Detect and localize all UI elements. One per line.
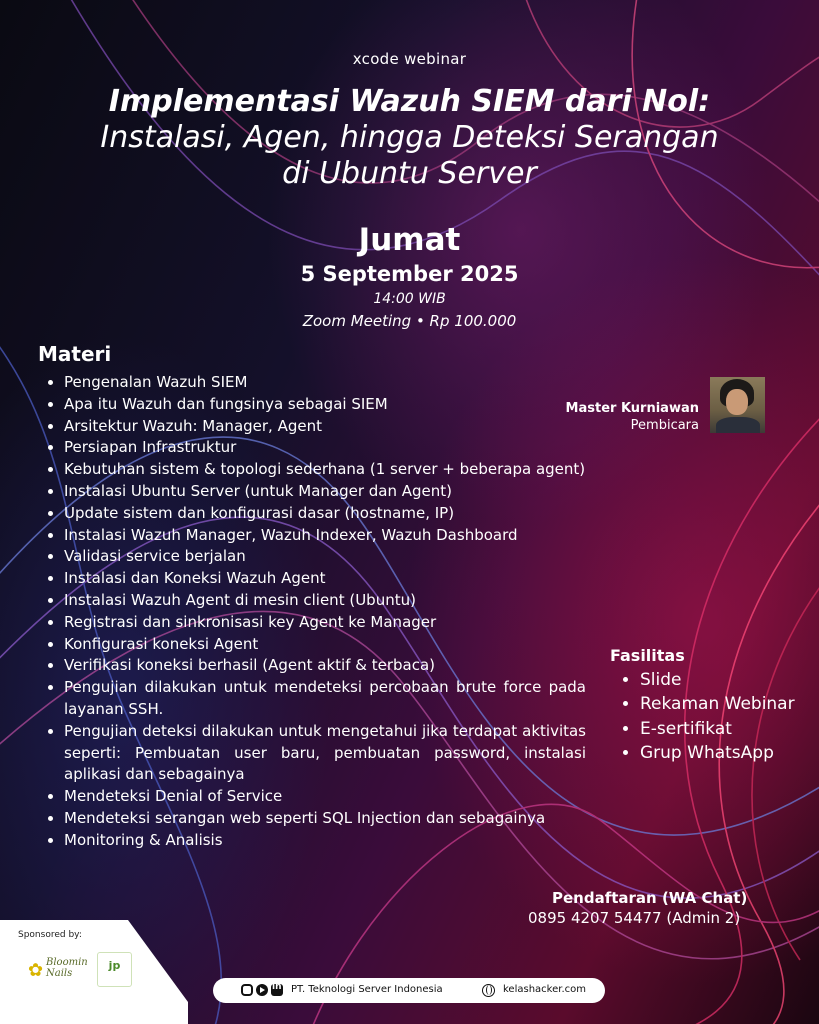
- sponsor-label: Sponsored by:: [18, 930, 82, 940]
- bloomin-nails-logo: [24, 952, 88, 986]
- materi-list: [46, 372, 586, 852]
- instagram-icon[interactable]: [241, 984, 253, 996]
- speaker-info: [566, 400, 699, 434]
- footer-bar: [213, 978, 605, 1003]
- flower-icon: ✿: [28, 960, 44, 981]
- youtube-icon[interactable]: [256, 984, 268, 996]
- list-item: • Update sistem dan konfigurasi dasar (hostname, IP): [64, 503, 586, 525]
- avatar-shirt: [716, 417, 760, 433]
- event-day: Jumat: [358, 222, 461, 258]
- speaker-name: Master Kurniawan: [565, 401, 699, 416]
- jp-logo-mark: jp: [108, 959, 121, 972]
- fasilitas-list: [622, 668, 810, 765]
- list-item: • Pengujian deteksi dilakukan untuk mengetahui jika terdapat aktivitas seperti: Pembuatan user baru, pembuatan password, instalasi aplikasi dan sebagainya: [64, 721, 586, 786]
- title-line-1: Implementasi Wazuh SIEM dari Nol:: [108, 84, 711, 119]
- list-item: • Instalasi Wazuh Agent di mesin client (Ubuntu): [64, 590, 586, 612]
- registration-heading: Pendaftaran (WA Chat): [552, 889, 748, 907]
- jp-sponsor-logo: [97, 952, 132, 987]
- list-item: • Pengujian dilakukan untuk mendeteksi percobaan brute force pada layanan SSH.: [64, 677, 586, 721]
- list-item: • Pengenalan Wazuh SIEM: [64, 372, 586, 394]
- list-item: • Apa itu Wazuh dan fungsinya sebagai SIEM: [64, 394, 586, 416]
- list-item: • Mendeteksi Denial of Service: [64, 786, 586, 808]
- title-line-3: di Ubuntu Server: [282, 156, 537, 191]
- registration-phone: 0895 4207 54477 (Admin 2): [528, 909, 741, 927]
- list-item: • Slide: [640, 668, 810, 692]
- event-time: 14:00 WIB: [373, 291, 446, 307]
- list-item: • Instalasi dan Koneksi Wazuh Agent: [64, 568, 586, 590]
- list-item: • Rekaman Webinar: [640, 692, 810, 716]
- list-item: • Instalasi Ubuntu Server (untuk Manager dan Agent): [64, 481, 586, 503]
- list-item: • Verifikasi koneksi berhasil (Agent aktif & terbaca): [64, 655, 586, 677]
- list-item: • Kebutuhan sistem & topologi sederhana (1 server + beberapa agent): [64, 459, 586, 481]
- linkedin-icon[interactable]: [271, 984, 283, 996]
- list-item: • Persiapan Infrastruktur: [64, 437, 586, 459]
- title-line-2: Instalasi, Agen, hingga Deteksi Serangan: [100, 120, 719, 155]
- bloomin-nails-logo-text: Bloomin Nails: [46, 957, 88, 979]
- website-link[interactable]: kelashacker.com: [503, 984, 586, 995]
- fasilitas-heading: Fasilitas: [610, 646, 685, 665]
- list-item: • Instalasi Wazuh Manager, Wazuh Indexer, Wazuh Dashboard: [64, 525, 586, 547]
- materi-heading: Materi: [38, 342, 112, 366]
- globe-icon: [482, 984, 495, 997]
- list-item: • Konfigurasi koneksi Agent: [64, 634, 586, 656]
- list-item: • Validasi service berjalan: [64, 546, 586, 568]
- list-item: • E-sertifikat: [640, 717, 810, 741]
- event-series-label: xcode webinar: [352, 50, 467, 68]
- list-item: • Mendeteksi serangan web seperti SQL Injection dan sebagainya: [64, 808, 586, 830]
- avatar-face: [726, 389, 748, 415]
- event-date: 5 September 2025: [300, 262, 519, 286]
- list-item: • Arsitektur Wazuh: Manager, Agent: [64, 416, 586, 438]
- company-name: PT. Teknologi Server Indonesia: [291, 984, 443, 995]
- list-item: • Grup WhatsApp: [640, 741, 810, 765]
- list-item: • Registrasi dan sinkronisasi key Agent ke Manager: [64, 612, 586, 634]
- list-item: • Monitoring & Analisis: [64, 830, 586, 852]
- speaker-avatar: [710, 377, 765, 433]
- speaker-role: Pembicara: [630, 418, 699, 433]
- event-venue-price: Zoom Meeting • Rp 100.000: [302, 312, 517, 330]
